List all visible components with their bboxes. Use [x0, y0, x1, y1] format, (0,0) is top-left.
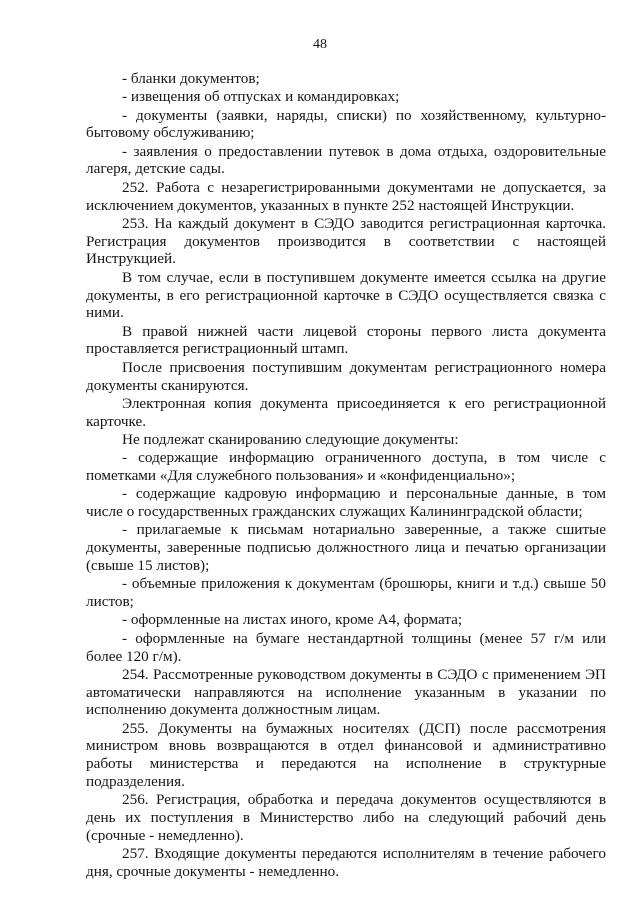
- paragraph: - извещения об отпусках и командировках;: [122, 88, 400, 106]
- paragraph: - бланки документов;: [122, 70, 260, 87]
- page-number: 48: [313, 37, 327, 52]
- paragraph: В правой нижней части лицевой стороны первого листа документа проставляется регистрационный штамп.: [86, 322, 606, 358]
- paragraph: - заявления о предоставлении путевок в дома отдыха, оздоровительные лагеря, детские сады.: [86, 142, 606, 178]
- paragraph: - объемные приложения к документам (брошюры, книги и т.д.) свыше 50 листов;: [86, 575, 606, 611]
- paragraph: - оформленные на листах иного, кроме А4, формата;: [122, 611, 463, 629]
- paragraph: Электронная копия документа присоединяется к его регистрационной карточке.: [86, 394, 606, 430]
- paragraph: В том случае, если в поступившем документе имеется ссылка на другие документы, в его регистрационной карточке в СЭДО осуществляется связка с ними.: [86, 268, 606, 322]
- paragraph: - документы (заявки, наряды, списки) по хозяйственному, культурно-бытовому обслуживанию;: [86, 106, 606, 142]
- page-body: [86, 70, 606, 881]
- paragraph-255: 255. Документы на бумажных носителях (ДСП) после рассмотрения министром вновь возвращаются в отдел финансовой и административно работы министерства и передаются на исполнение в структурные подразделения.: [86, 719, 606, 791]
- paragraph: После присвоения поступившим документам регистрационного номера документы сканируются.: [86, 358, 606, 394]
- paragraph-256: 256. Регистрация, обработка и передача документов осуществляются в день их поступления в Министерство либо на следующий рабочий день (срочные - немедленно).: [86, 791, 606, 844]
- paragraph-253: 253. На каждый документ в СЭДО заводится регистрационная карточка. Регистрация документов производится в соответствии с настоящей Инструкцией.: [86, 214, 606, 268]
- paragraph: - прилагаемые к письмам нотариально заверенные, а также сшитые документы, заверенные подписью должностного лица и печатью организации (свыше 15 листов);: [86, 521, 606, 575]
- paragraph: - оформленные на бумаге нестандартной толщины (менее 57 г/м или более 120 г/м).: [86, 629, 606, 665]
- paragraph: Не подлежат сканированию следующие документы:: [122, 430, 459, 448]
- paragraph: - содержащие кадровую информацию и персональные данные, в том числе о государственных гражданских служащих Калининградской области;: [86, 485, 606, 521]
- paragraph-252: 252. Работа с незарегистрированными документами не допускается, за исключением документов, указанных в пункте 252 настоящей Инструкции.: [86, 178, 606, 214]
- paragraph: - содержащие информацию ограниченного доступа, в том числе с пометками «Для служебного пользования» и «конфиденциально»;: [86, 449, 606, 485]
- paragraph-257: 257. Входящие документы передаются исполнителям в течение рабочего дня, срочные документы - немедленно.: [86, 845, 606, 881]
- paragraph-254: 254. Рассмотренные руководством документы в СЭДО с применением ЭП автоматически направляются на исполнение указанным в указании по исполнению документа должностным лицам.: [86, 665, 606, 719]
